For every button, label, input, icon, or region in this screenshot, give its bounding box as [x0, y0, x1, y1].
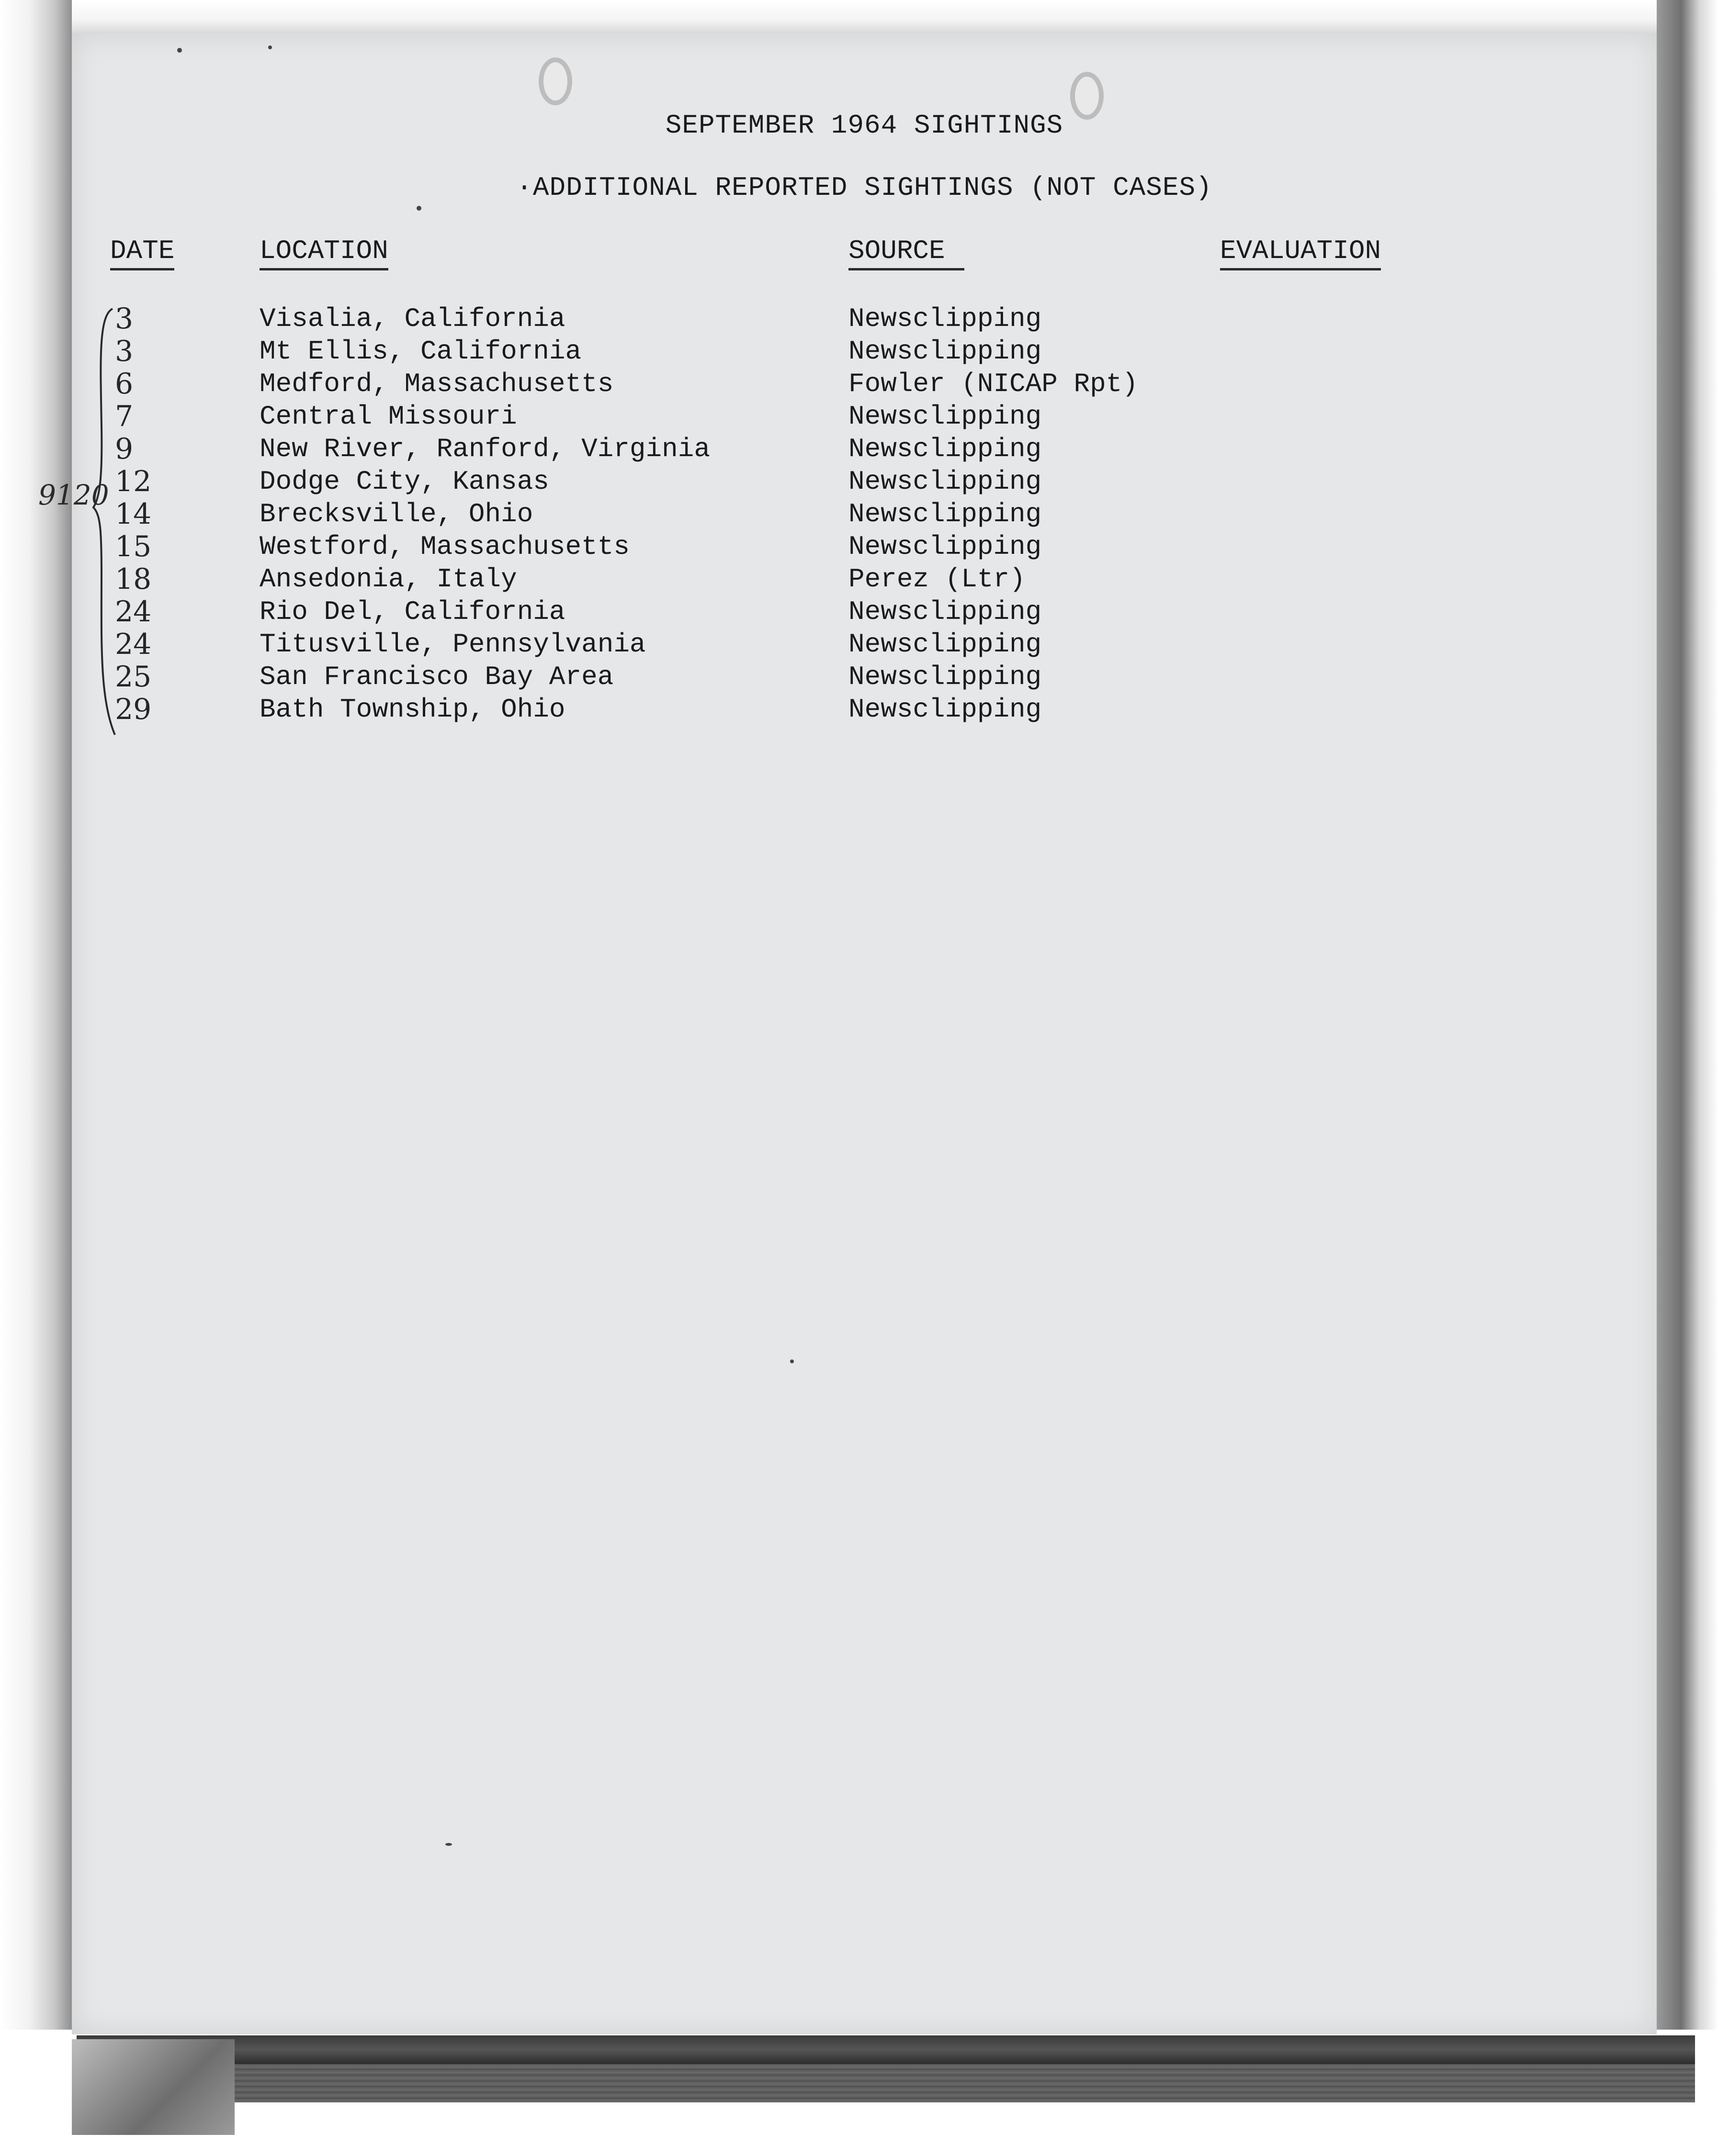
document-page: [38, 34, 1657, 2034]
row-location: New River, Ranford, Virginia: [260, 434, 710, 464]
row-date: 14: [115, 497, 152, 531]
scan-speck: [445, 1843, 452, 1846]
row-location: Dodge City, Kansas: [260, 466, 549, 497]
row-date: 29: [115, 693, 152, 726]
row-location: Titusville, Pennsylvania: [260, 629, 646, 660]
row-location: Medford, Massachusetts: [260, 369, 614, 399]
row-date: 18: [115, 562, 152, 596]
punch-hole: [539, 57, 572, 105]
row-location: Brecksville, Ohio: [260, 499, 533, 529]
scan-speck: [177, 48, 182, 53]
row-source: Newsclipping: [848, 401, 1042, 432]
column-header-evaluation: EVALUATION: [1220, 236, 1381, 270]
table-row: [72, 563, 1657, 595]
table-row: [72, 433, 1657, 465]
scan-speck: [790, 1359, 794, 1363]
scan-top-edge: [0, 0, 1718, 34]
sightings-table: [72, 303, 1657, 726]
row-date: 24: [115, 628, 152, 661]
row-location: Mt Ellis, California: [260, 336, 582, 367]
row-source: Newsclipping: [848, 303, 1042, 334]
row-location: Bath Township, Ohio: [260, 694, 565, 725]
row-source: Newsclipping: [848, 629, 1042, 660]
row-date: 15: [115, 530, 152, 563]
row-date: 6: [115, 367, 134, 401]
row-source: Newsclipping: [848, 531, 1042, 562]
row-source: Fowler (NICAP Rpt): [848, 369, 1138, 399]
table-row: [72, 400, 1657, 433]
table-row: [72, 530, 1657, 563]
column-header-location: LOCATION: [260, 236, 388, 270]
table-row: [72, 498, 1657, 530]
scan-bottom-band: [77, 2035, 1695, 2064]
row-source: Newsclipping: [848, 596, 1042, 627]
table-row: [72, 465, 1657, 498]
row-source: Newsclipping: [848, 466, 1042, 497]
row-date: 25: [115, 660, 152, 694]
scan-bottom-corner: [72, 2039, 235, 2135]
table-row: [72, 335, 1657, 368]
row-source: Newsclipping: [848, 694, 1042, 725]
row-source: Newsclipping: [848, 434, 1042, 464]
row-location: Westford, Massachusetts: [260, 531, 630, 562]
scan-speck: [268, 45, 272, 49]
column-header-date: DATE: [110, 236, 174, 270]
table-row: [72, 661, 1657, 693]
table-row: [72, 595, 1657, 628]
row-location: San Francisco Bay Area: [260, 662, 614, 692]
column-header-source: SOURCE: [848, 236, 964, 270]
row-location: Rio Del, California: [260, 596, 565, 627]
row-date: 9: [115, 432, 134, 466]
scan-speck: [417, 206, 421, 211]
row-source: Newsclipping: [848, 336, 1042, 367]
row-date: 12: [115, 465, 152, 498]
row-location: Visalia, California: [260, 303, 565, 334]
document-subtitle: ·ADDITIONAL REPORTED SIGHTINGS (NOT CASES): [516, 172, 1212, 203]
table-row: [72, 368, 1657, 400]
row-date: 7: [115, 400, 134, 433]
row-source: Newsclipping: [848, 662, 1042, 692]
table-row: [72, 693, 1657, 726]
table-row: [72, 303, 1657, 335]
row-location: Central Missouri: [260, 401, 517, 432]
handwritten-margin-note: 9120: [38, 479, 109, 511]
document-title: SEPTEMBER 1964 SIGHTINGS: [665, 110, 1063, 141]
scan-bottom-band-lower: [235, 2064, 1695, 2102]
row-source: Perez (Ltr): [848, 564, 1026, 595]
row-source: Newsclipping: [848, 499, 1042, 529]
row-date: 3: [115, 335, 134, 368]
scan-left-edge: [0, 0, 72, 2156]
row-date: 3: [115, 302, 134, 336]
scan-right-edge: [1657, 0, 1718, 2156]
row-date: 24: [115, 595, 152, 629]
table-row: [72, 628, 1657, 661]
row-location: Ansedonia, Italy: [260, 564, 517, 595]
